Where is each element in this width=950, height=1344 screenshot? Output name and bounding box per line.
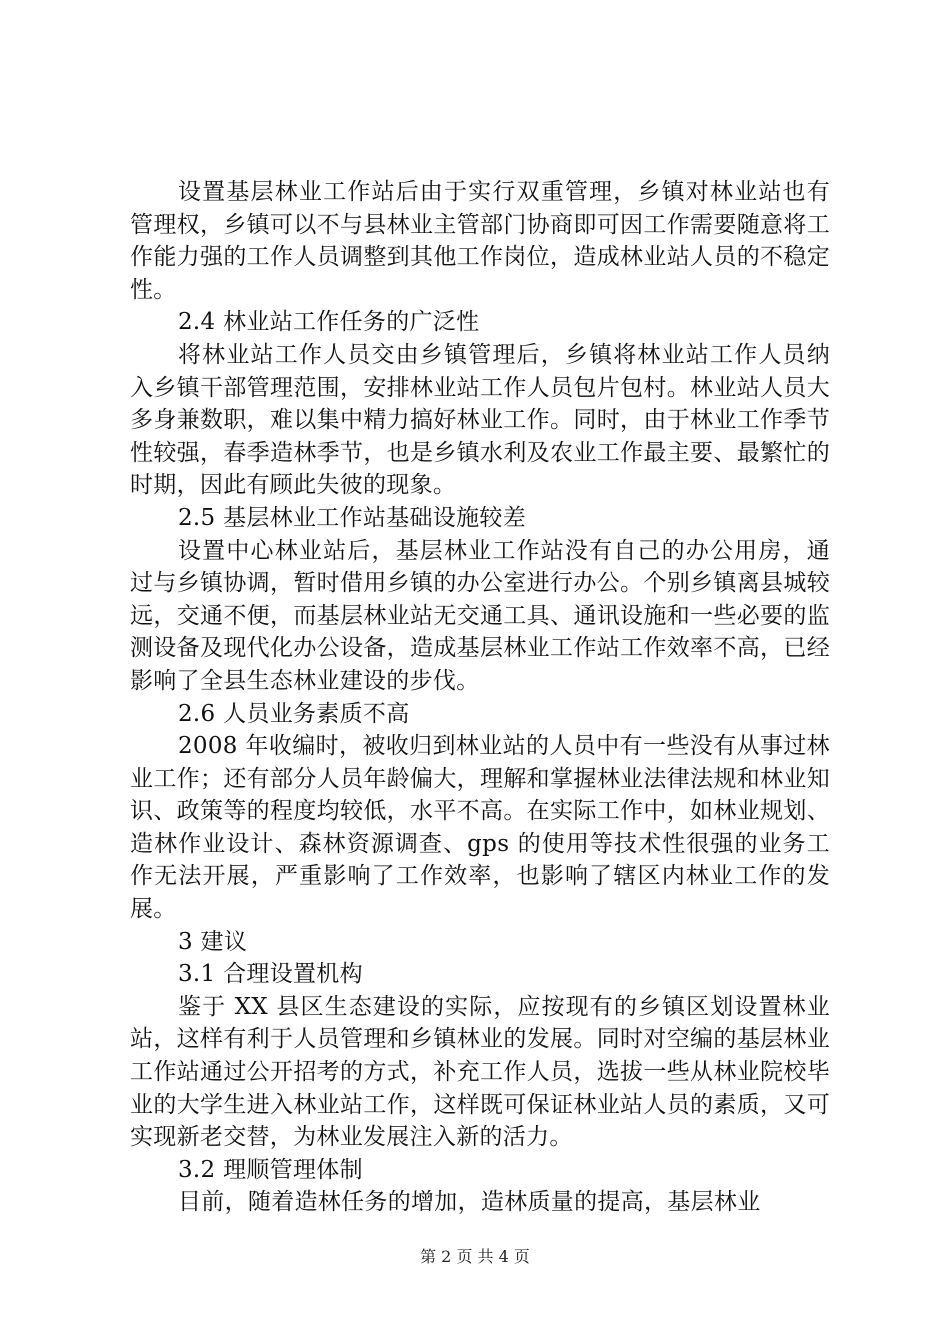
section-heading: 2.5 基层林业工作站基础设施较差 (178, 504, 526, 531)
section-heading: 2.4 林业站工作任务的广泛性 (178, 309, 480, 336)
paragraph: 将林业站工作人员交由乡镇管理后，乡镇将林业站工作人员纳入乡镇干部管理范围，安排林业站工作人员包片包村。林业站人员大多身兼数职，难以集中精力搞好林业工作。同时，由于林业工作季节性较强，春季造林季节，也是乡镇水利及农业工作最主要、最繁忙的时期，因此有顾此失彼的现象。 (130, 341, 830, 499)
section-heading: 3.1 合理设置机构 (178, 961, 363, 988)
page-footer (0, 1244, 950, 1267)
page-number: 第 2 页 共 4 页 (420, 1247, 530, 1266)
section-heading: 3 建议 (178, 928, 248, 955)
section-heading: 3.2 理顺管理体制 (178, 1156, 363, 1183)
paragraph: 目前，随着造林任务的增加，造林质量的提高，基层林业 (178, 1189, 761, 1216)
paragraph: 设置基层林业工作站后由于实行双重管理，乡镇对林业站也有管理权，乡镇可以不与县林业主管部门协商即可因工作需要随意将工作能力强的工作人员调整到其他工作岗位，造成林业站人员的不稳定性。 (130, 179, 830, 303)
paragraph: 鉴于 XX 县区生态建设的实际，应按现有的乡镇区划设置林业站，这样有利于人员管理和乡镇林业的发展。同时对空编的基层林业工作站通过公开招考的方式，补充工作人员，选拔一些从林业院校毕业的大学生进入林业站工作，这样既可保证林业站人员的素质，又可实现新老交替，为林业发展注入新的活力。 (130, 993, 830, 1151)
document-body (130, 176, 830, 1219)
paragraph: 设置中心林业站后，基层林业工作站没有自己的办公用房，通过与乡镇协调，暂时借用乡镇的办公室进行办公。个别乡镇离县城较远，交通不便，而基层林业站无交通工具、通讯设施和一些必要的监测设备及现代化办公设备，造成基层林业工作站工作效率不高，已经影响了全县生态林业建设的步伐。 (130, 537, 830, 694)
section-heading: 2.6 人员业务素质不高 (178, 700, 410, 727)
paragraph: 2008 年收编时，被收归到林业站的人员中有一些没有从事过林业工作；还有部分人员年龄偏大，理解和掌握林业法律法规和林业知识、政策等的程度均较低，水平不高。在实际工作中，如林业规划、造林作业设计、森林资源调查、gps 的使用等技术性很强的业务工作无法开展，严重影响了工作效率，也影响了辖区内林业工作的发展。 (130, 733, 830, 923)
